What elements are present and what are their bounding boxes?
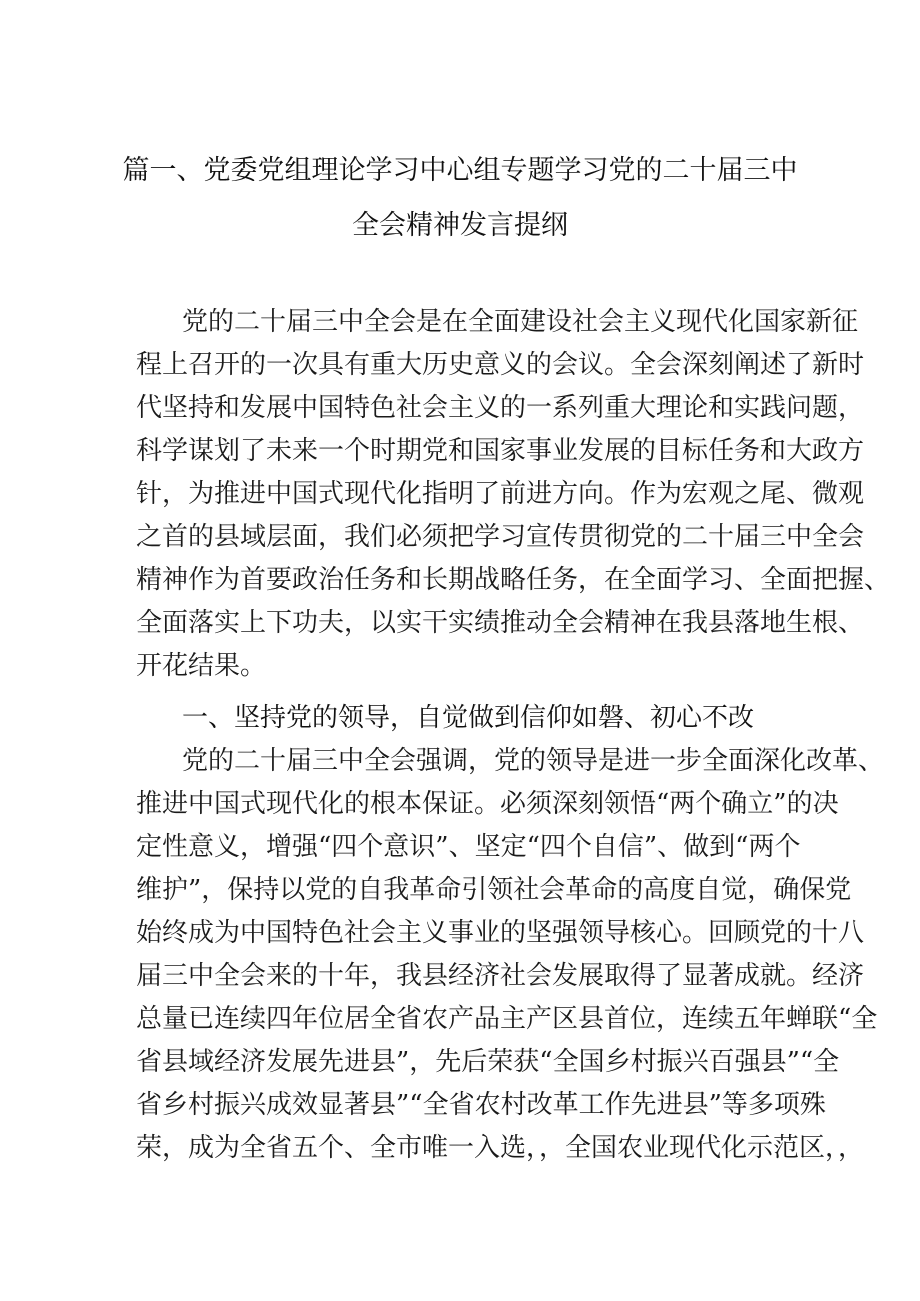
paragraph-line: 针，为推进中国式现代化指明了前进方向。作为宏观之尾、微观 [136,479,865,509]
paragraph-line: 届三中全会来的十年，我县经济社会发展取得了显著成就。经济 [136,961,865,991]
paragraph-line: 荣，成为全省五个、全市唯一入选，，全国农业现代化示范区，， [136,1133,865,1163]
paragraph-line: 维护”，保持以党的自我革命引领社会革命的高度自觉，确保党 [136,875,852,905]
paragraph-line: 推进中国式现代化的根本保证。必须深刻领悟“两个确立”的决 [136,789,839,819]
paragraph-line: 始终成为中国特色社会主义事业的坚强领导核心。回顾党的十八 [136,918,865,948]
paragraph-line: 总量已连续四年位居全省农产品主产区县首位，连续五年蝉联“全 [136,1004,878,1034]
paragraph-line: 定性意义，增强“四个意识”、坚定“四个自信”、做到“两个 [136,832,801,862]
paragraph-line: 之首的县域层面，我们必须把学习宣传贯彻党的二十届三中全会 [136,522,865,552]
paragraph-line: 省乡村振兴成效显著县”“全省农村改革工作先进县”等多项殊 [136,1090,826,1120]
document-title-line1: 篇一、党委党组理论学习中心组专题学习党的二十届三中 [122,155,798,186]
paragraph-line: 科学谋划了未来一个时期党和国家事业发展的目标任务和大政方 [136,436,865,466]
section-heading: 一、坚持党的领导，自觉做到信仰如磐、初心不改 [182,703,755,733]
paragraph-line: 开花结果。 [136,651,267,681]
paragraph-line: 全面落实上下功夫，以实干实绩推动全会精神在我县落地生根、 [136,608,865,638]
paragraph-line: 精神作为首要政治任务和长期战略任务，在全面学习、全面把握、 [136,565,891,595]
paragraph-line: 党的二十届三中全会强调，党的领导是进一步全面深化改革、 [182,746,885,776]
document-title-line2: 全会精神发言提纲 [352,210,568,241]
paragraph-line: 代坚持和发展中国特色社会主义的一系列重大理论和实践问题， [136,393,865,423]
paragraph-line: 省县域经济发展先进县”，先后荣获“全国乡村振兴百强县”“全 [136,1047,840,1077]
paragraph-line: 程上召开的一次具有重大历史意义的会议。全会深刻阐述了新时 [136,350,865,380]
paragraph-line: 党的二十届三中全会是在全面建设社会主义现代化国家新征 [182,307,859,337]
